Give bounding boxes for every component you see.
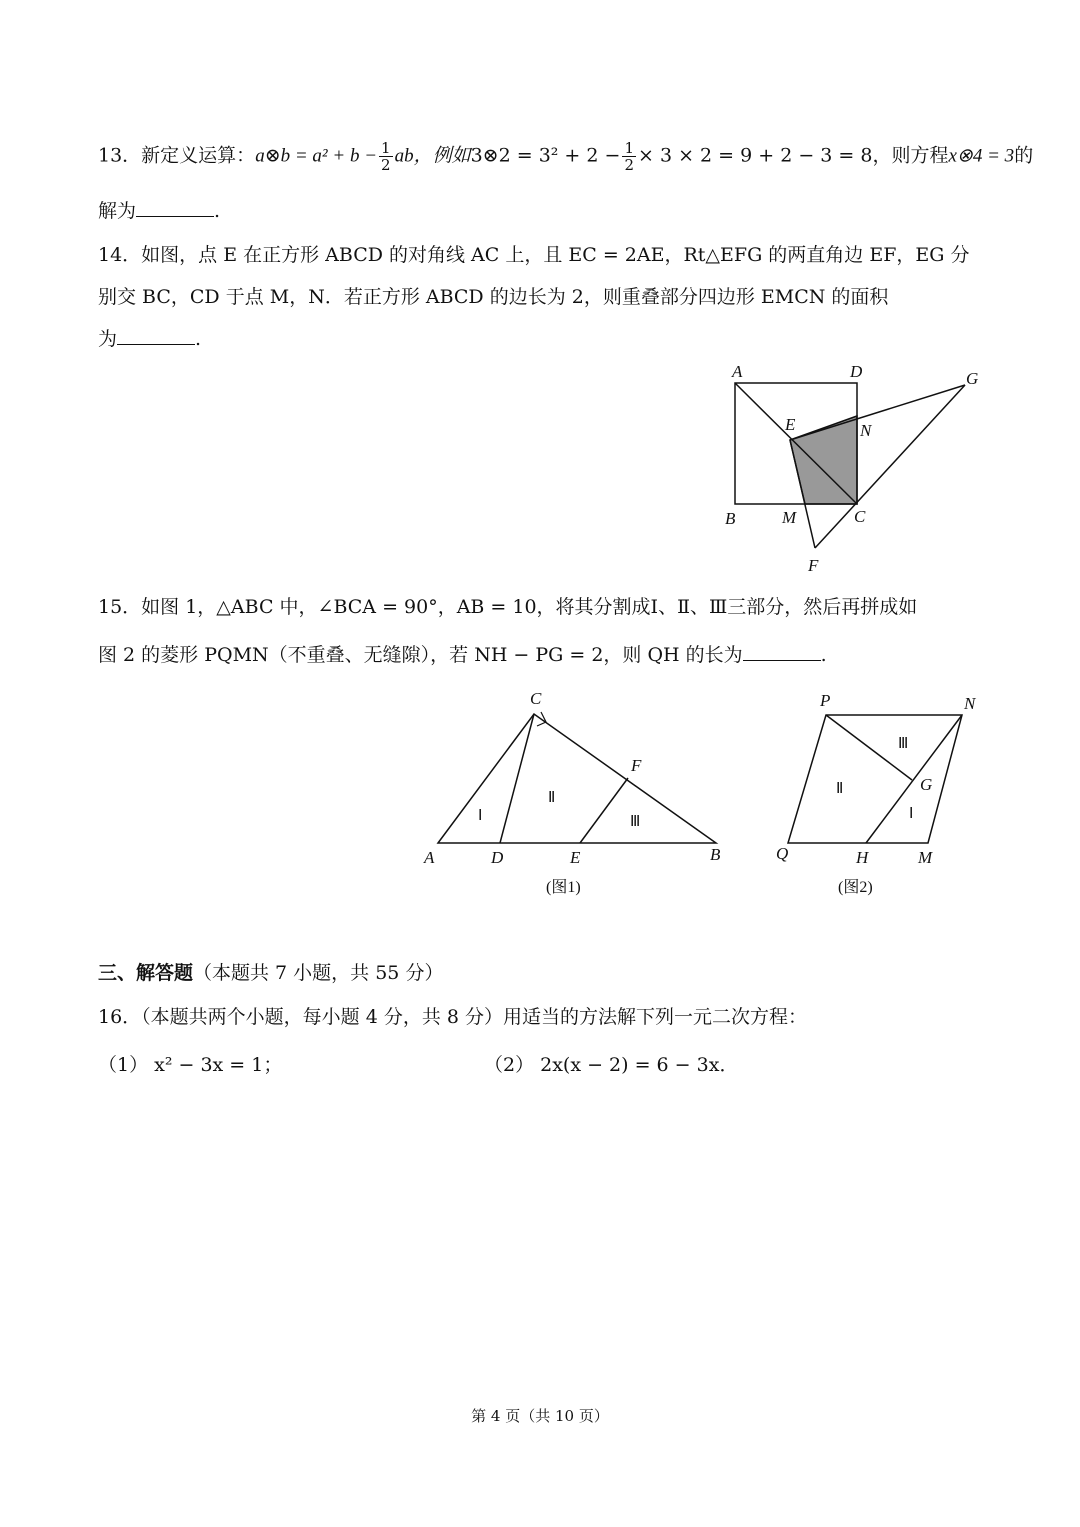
fig15b-caption: (图2) <box>838 879 873 896</box>
answer-blank-14[interactable] <box>117 326 195 345</box>
fig15a-segment-ef <box>580 778 628 843</box>
fig14-label-b: B <box>725 509 736 528</box>
q13-line1 <box>98 140 1033 173</box>
fig15b-label-p: P <box>820 691 831 710</box>
figure-15-2-rhombus <box>770 685 990 900</box>
figure-15-1-triangle <box>420 685 740 900</box>
fig15b-region-1: Ⅰ <box>909 806 914 822</box>
q15-line2 <box>98 640 827 667</box>
fig14-label-e: E <box>785 415 796 434</box>
q16-part1: （1） x² − 3x = 1； <box>98 1054 283 1076</box>
q16-line1: 16．（本题共两个小题，每小题 4 分，共 8 分）用适当的方法解下列一元二次方程： <box>98 1006 808 1028</box>
fig14-label-n: N <box>860 421 872 440</box>
fig15b-region-3: Ⅲ <box>898 736 909 752</box>
fig15a-label-b: B <box>710 845 721 864</box>
fig14-label-d: D <box>850 362 863 381</box>
fig15a-region-1: Ⅰ <box>478 808 483 824</box>
q13-op: ⊗ <box>264 144 281 167</box>
q13-line2-text: 解为 <box>98 200 137 222</box>
fig15b-label-h: H <box>856 848 869 867</box>
q13-end: 的 <box>1014 144 1034 167</box>
fig15a-caption: (图1) <box>546 879 581 896</box>
section-3-note: （本题共 7 小题，共 55 分） <box>193 962 444 984</box>
fig14-label-m: M <box>782 508 797 527</box>
fig15a-segment-cd <box>500 714 534 843</box>
fig15b-label-q: Q <box>776 844 789 863</box>
q15-line2-end: . <box>820 644 827 666</box>
answer-blank-13[interactable] <box>136 198 214 217</box>
fig14-label-f: F <box>808 556 819 575</box>
fig15a-label-e: E <box>570 848 581 867</box>
fig15b-rhombus-pqmn <box>788 715 962 843</box>
q14-line3-text: 为 <box>98 328 118 350</box>
fig15a-label-a: A <box>424 848 435 867</box>
q13-def-rest: b = a² + b − <box>280 145 378 167</box>
fig14-label-c: C <box>854 507 866 526</box>
q13-line2 <box>98 196 220 223</box>
q13-fraction-2: $\frac{1}{2}$ <box>624 139 634 174</box>
q13-fraction-1: $\frac{1}{2}$ <box>381 139 391 174</box>
page-footer: 第 4 页（共 10 页） <box>471 1407 609 1425</box>
q13-def-a: a <box>255 145 265 167</box>
q13-equation: x⊗4 = 3 <box>948 145 1015 167</box>
q15-line2-text: 图 2 的菱形 PQMN（不重叠、无缝隙），若 NH − PG = 2，则 QH 的长为 <box>98 644 743 666</box>
fig15a-label-f: F <box>631 756 642 775</box>
q14-line2: 别交 BC，CD 于点 M，N．若正方形 ABCD 的边长为 2，则重叠部分四边形 EMCN 的面积 <box>98 286 889 308</box>
fig15a-region-3: Ⅲ <box>630 814 641 830</box>
fig15b-region-2: Ⅱ <box>836 781 844 797</box>
figure-14-square-diagram <box>720 360 1000 580</box>
q13-line2-end: . <box>214 200 221 222</box>
fig15a-label-c: C <box>530 689 542 708</box>
fig15b-label-m: M <box>918 848 933 867</box>
q15-line1: 15．如图 1，△ABC 中，∠BCA = 90°，AB = 10，将其分割成Ⅰ、Ⅱ、Ⅲ三部分，然后再拼成如 <box>98 596 918 618</box>
section-3-title: 三、解答题 <box>98 962 194 984</box>
q14-line3 <box>98 324 201 351</box>
q16-part2: （2） 2x(x − 2) = 6 − 3x． <box>484 1054 739 1076</box>
fig14-label-g: G <box>966 369 979 388</box>
fig14-label-a: A <box>732 362 743 381</box>
fig15b-segment-nh <box>866 715 962 843</box>
q14-line3-end: . <box>195 328 202 350</box>
answer-blank-15[interactable] <box>743 642 821 661</box>
q13-example-lhs: 3⊗2 = 3² + 2 − <box>470 144 621 167</box>
fig15a-label-d: D <box>491 848 504 867</box>
q13-example-rhs: × 3 × 2 = 9 + 2 − 3 = 8，则方程 <box>638 144 949 167</box>
fig15a-region-2: Ⅱ <box>548 790 556 806</box>
q13-label: 13．新定义运算： <box>98 144 256 167</box>
fig15b-label-n: N <box>964 694 976 713</box>
section-3-heading <box>98 958 443 985</box>
q14-line1: 14．如图，点 E 在正方形 ABCD 的对角线 AC 上，且 EC = 2AE，Rt△EFG 的两直角边 EF，EG 分 <box>98 244 970 266</box>
fig15b-label-g: G <box>920 775 933 794</box>
q13-def-tail: ab，例如 <box>394 145 471 167</box>
